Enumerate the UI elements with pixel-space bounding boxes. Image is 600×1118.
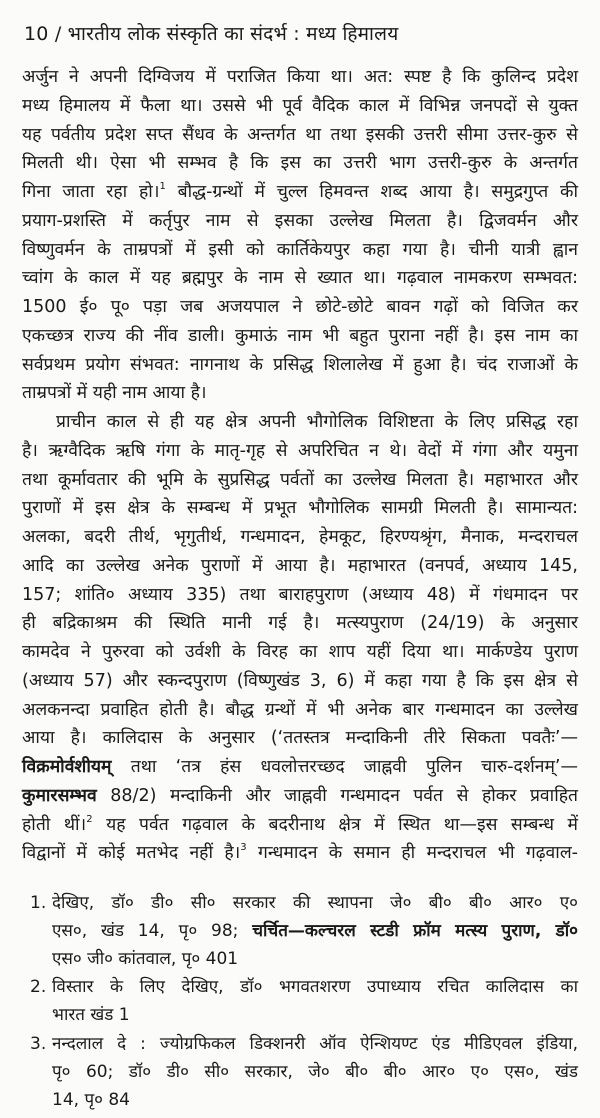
text-segment: बौद्ध-ग्रन्थों में चुल्ल हिमवन्त शब्द आया है। समुद्रगुप्त की xyxy=(165,182,578,202)
body-line xyxy=(22,178,578,206)
text-segment: गन्धमादन के समान ही मन्दराचल भी गढ़वाल- xyxy=(246,843,578,864)
body-line xyxy=(22,437,578,465)
body-line xyxy=(22,523,578,551)
text-segment: एकच्छत्र राज्य की नींव डाली। कुमाऊं नाम भी बहुत पुराना नहीं है। इस नाम का xyxy=(22,325,578,346)
body-line xyxy=(22,581,578,609)
text-segment: च्वांग के काल में यह ब्रह्मपुर के नाम से ख्यात था। गढ़वाल नामकरण सम्भवत: xyxy=(22,268,578,289)
body-line xyxy=(22,782,578,810)
body-line xyxy=(22,149,578,177)
body-line xyxy=(22,667,578,695)
text-segment: विक्रमोर्वशीयम् xyxy=(22,757,112,777)
text-segment: पुराणों में इस क्षेत्र के सम्बन्ध में प्रभूत भौगोलिक सामग्री मिलती है। सामान्यत: xyxy=(22,498,578,519)
footnote-marker: 2 xyxy=(86,813,93,825)
body-line xyxy=(22,811,578,839)
footnote-marker: 3 xyxy=(240,842,247,854)
text-segment: मिलती थी। ऐसा भी सम्भव है कि इस का उत्तरी भाग उत्तरी-कुरु के अन्तर्गत xyxy=(22,153,578,174)
body-line xyxy=(22,552,578,580)
text-segment: देखिए, डॉ० डी० सी० सरकार की स्थापना जे० बी० बी० आर० ए० xyxy=(52,893,578,913)
body-line xyxy=(22,63,578,91)
text-segment: 1500 ई० पू० पड़ा जब अजयपाल ने छोटे-छोटे बावन गढ़ों को विजित कर xyxy=(22,297,578,317)
text-segment: नन्दलाल दे : ज्योग्रफिकल डिक्शनरी ऑव ऐन्शियण्ट एंड मीडिएवल इंडिया, xyxy=(52,1033,578,1054)
text-segment: होती थीं। xyxy=(22,814,87,835)
body-line xyxy=(22,724,578,752)
body-line xyxy=(22,121,578,149)
text-segment: कुमारसम्भव xyxy=(22,785,97,806)
body-line xyxy=(22,236,578,264)
text-segment: 14, पृ० 84 xyxy=(52,1089,130,1110)
footnote-number: 3. xyxy=(30,1033,47,1054)
text-segment: यह पर्वतीय प्रदेश सप्त सैंधव के अन्तर्गत था तथा इसकी उत्तरी सीमा उत्तर-कुरु से xyxy=(22,124,578,145)
text-segment: 88/2) मन्दाकिनी और जाह्नवी गन्धमादन पर्वत से होकर प्रवाहित xyxy=(96,785,578,806)
text-segment: ही बद्रिकाश्रम की स्थिति मानी गई है। मत्स्यपुराण (24/19) के अनुसार xyxy=(22,613,578,634)
text-segment: कामदेव ने पुरुरवा को उर्वशी के विरह का शाप यहीं दिया था। मार्कण्डेय पुराण xyxy=(22,642,578,662)
footnote-line xyxy=(52,1001,578,1029)
text-segment: मध्य हिमालय में फैला था। उससे भी पूर्व वैदिक काल में विभिन्न जनपदों से युक्त xyxy=(22,95,578,116)
body-line xyxy=(22,494,578,522)
text-segment: यह पर्वत गढ़वाल के बदरीनाथ क्षेत्र में स्थित था—इस सम्बन्ध में xyxy=(92,814,578,835)
running-header: 10 / भारतीय लोक संस्कृति का संदर्भ : मध्य हिमालय xyxy=(24,23,399,45)
text-segment: प्रयाग-प्रशस्ति में कर्तृपुर नाम से इसका उल्लेख मिलता है। द्विजवर्मन और xyxy=(22,210,578,231)
text-segment: ताम्रपत्रों में यही नाम आया है। xyxy=(22,383,207,404)
footnote-line xyxy=(52,889,578,917)
footnote-line xyxy=(52,1030,578,1058)
text-segment: एस०, खंड 14, पृ० 98; xyxy=(52,921,253,942)
body-line xyxy=(22,609,578,637)
body-line xyxy=(22,466,578,494)
text-segment: चर्चित—कल्चरल स्टडी फ्रॉम मत्स्य पुराण, डॉ० xyxy=(252,921,578,942)
footnote-marker: 1 xyxy=(159,181,166,192)
body-line xyxy=(22,92,578,120)
body-line xyxy=(22,322,578,350)
text-segment: भारत खंड 1 xyxy=(52,1005,130,1026)
text-segment: एस० जी० कांतवाल, पृ० 401 xyxy=(52,949,239,970)
text-segment: आया है। कालिदास के अनुसार (‘ततस्तत्र मन्दाकिनी तीरे सिकता पवतैः’— xyxy=(22,728,578,749)
footnote-line xyxy=(52,973,578,1001)
text-segment: गिना जाता रहा हो। xyxy=(22,182,160,202)
text-segment: विद्वानों में कोई मतभेद नहीं है। xyxy=(22,843,241,864)
body-line xyxy=(22,408,578,436)
body-line xyxy=(22,351,578,379)
body-line xyxy=(22,293,578,321)
footnote-line xyxy=(52,1058,578,1086)
text-segment: विस्तार के लिए देखिए, डॉ० भगवतशरण उपाध्याय रचित कालिदास का xyxy=(52,977,578,998)
text-segment: अर्जुन ने अपनी दिग्विजय में पराजित किया था। अत: स्पष्ट है कि कुलिन्द प्रदेश xyxy=(22,67,578,87)
text-segment: प्राचीन काल से ही यह क्षेत्र अपनी भौगोलिक विशिष्टता के लिए प्रसिद्ध रहा xyxy=(56,412,578,432)
footnote-line xyxy=(52,945,578,973)
footnote-line xyxy=(52,1086,578,1114)
body-line xyxy=(22,379,578,407)
text-segment: पृ० 60; डॉ० डी० सी० सरकार, जे० बी० बी० आर० ए० एस०, खंड xyxy=(52,1061,578,1082)
footnote-line xyxy=(52,917,578,945)
body-line xyxy=(22,839,578,867)
text-segment: तथा कूर्मावतार की भूमि के सुप्रसिद्ध पर्वतों का उल्लेख मिलता है। महाभारत और xyxy=(22,469,578,490)
text-segment: अलका, बदरी तीर्थ, भृगुतीर्थ, गन्धमादन, हेमकूट, हिरण्यश्रृंग, मैनाक, मन्दराचल xyxy=(22,527,578,547)
body-line xyxy=(22,753,578,781)
text-segment: 157; शांति० अध्याय 335) तथा बाराहपुराण (अध्याय 48) में गंधमादन पर xyxy=(22,584,578,605)
text-segment: है। ऋग्वैदिक ऋषि गंगा के मातृ-गृह से अपरिचित न थे। वेदों में गंगा और यमुना xyxy=(22,440,578,461)
text-segment: तथा ‘तत्र हंस धवलोत्तरच्छद जाह्नवी पुलिन चारु-दर्शनम्’— xyxy=(111,757,578,777)
body-line xyxy=(22,264,578,292)
footnote-number: 1. xyxy=(30,893,47,913)
body-line xyxy=(22,696,578,724)
footnote-number: 2. xyxy=(30,977,47,998)
text-segment: आदि का उल्लेख अनेक पुराणों में आया है। महाभारत (वनपर्व, अध्याय 145, xyxy=(22,555,578,576)
body-line xyxy=(22,207,578,235)
text-segment: (अध्याय 57) और स्कन्दपुराण (विष्णुखंड 3, 6) में कहा गया है कि इस क्षेत्र से xyxy=(22,670,578,691)
body-line xyxy=(22,638,578,666)
text-segment: अलकनन्दा प्रवाहित होती है। बौद्ध ग्रन्थों में भी अनेक बार गन्धमादन का उल्लेख xyxy=(22,699,578,720)
text-segment: सर्वप्रथम प्रयोग संभवत: नागनाथ के प्रसिद्ध शिलालेख में हुआ है। चंद राजाओं के xyxy=(22,354,578,375)
text-segment: विष्णुवर्मन के ताम्रपत्रों में इसी को कार्तिकेयपुर कहा गया है। चीनी यात्री ह्वान xyxy=(22,239,578,260)
